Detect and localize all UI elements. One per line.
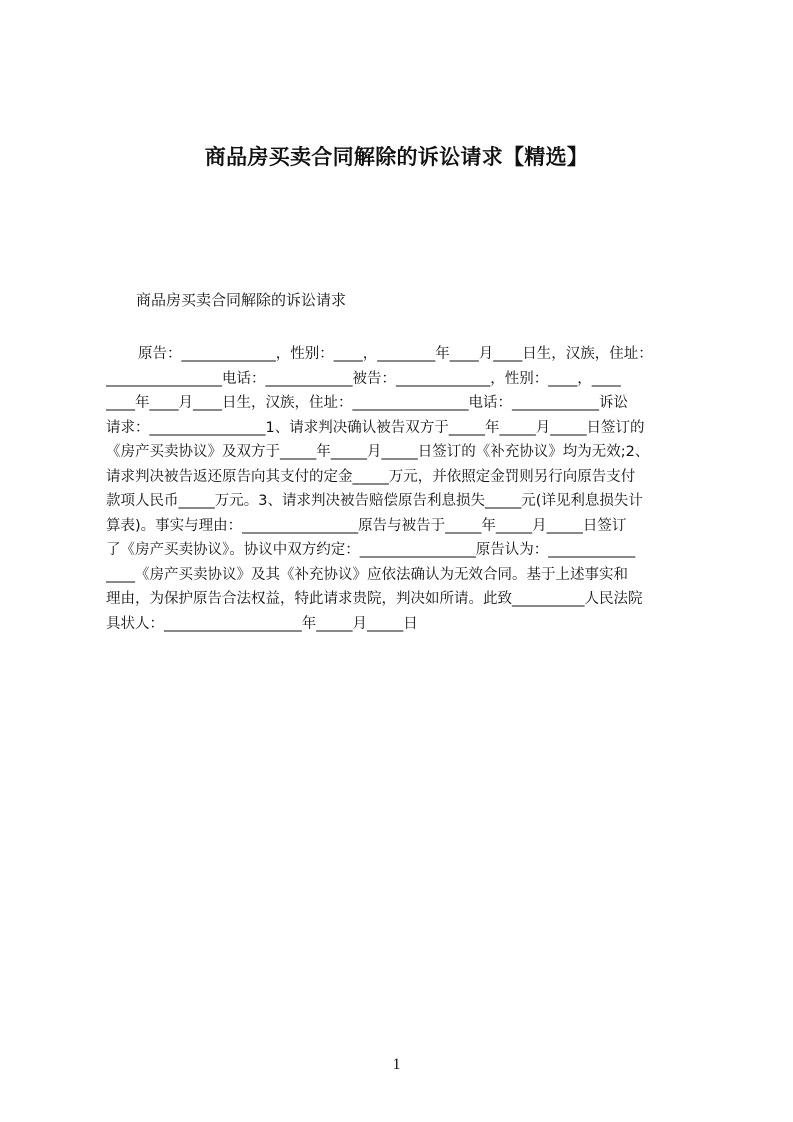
body-line: 理由，为保护原告合法权益，特此请求贵院，判决如所请。此致__________人民法院 <box>106 591 643 607</box>
body-line: 款项人民币_____万元。3、请求判决被告赔偿原告利息损失_____元(详见利息损失计 <box>106 493 643 509</box>
document-subtitle: 商品房买卖合同解除的诉讼请求 <box>136 291 347 309</box>
body-line: 了《房产买卖协议》。协议中双方约定：________________原告认为：____________ <box>106 542 636 558</box>
body-line: ____《房产买卖协议》及其《补充协议》应依法确认为无效合同。基于上述事实和 <box>106 566 628 583</box>
body-line: 具状人：___________________年_____月_____日 <box>106 615 418 632</box>
body-line: ____年____月____日生，汉族，住址：________________电话：____________诉讼 <box>106 395 628 411</box>
body-line: ________________电话：____________被告：_____________，性别：____，____ <box>106 370 621 387</box>
body-line: 算表)。事实与理由：________________原告与被告于_____年_____月_____日签订 <box>106 517 627 534</box>
body-line: 请求判决被告返还原告向其支付的定金_____万元，并依照定金罚则另行向原告支付 <box>106 468 636 485</box>
body-line: 请求：________________1、请求判决确认被告双方于_____年_____月_____日签订的 <box>106 419 645 436</box>
document-body <box>106 342 700 636</box>
document-title: 商品房买卖合同解除的诉讼请求【精选】 <box>204 145 589 169</box>
body-line: 原告：_____________，性别：____，________年____月____日生，汉族，住址： <box>138 346 653 362</box>
page-number: 1 <box>392 1056 401 1073</box>
body-line: 《房产买卖协议》及双方于_____年_____月_____日签订的《补充协议》均为无效;2、 <box>106 444 650 460</box>
